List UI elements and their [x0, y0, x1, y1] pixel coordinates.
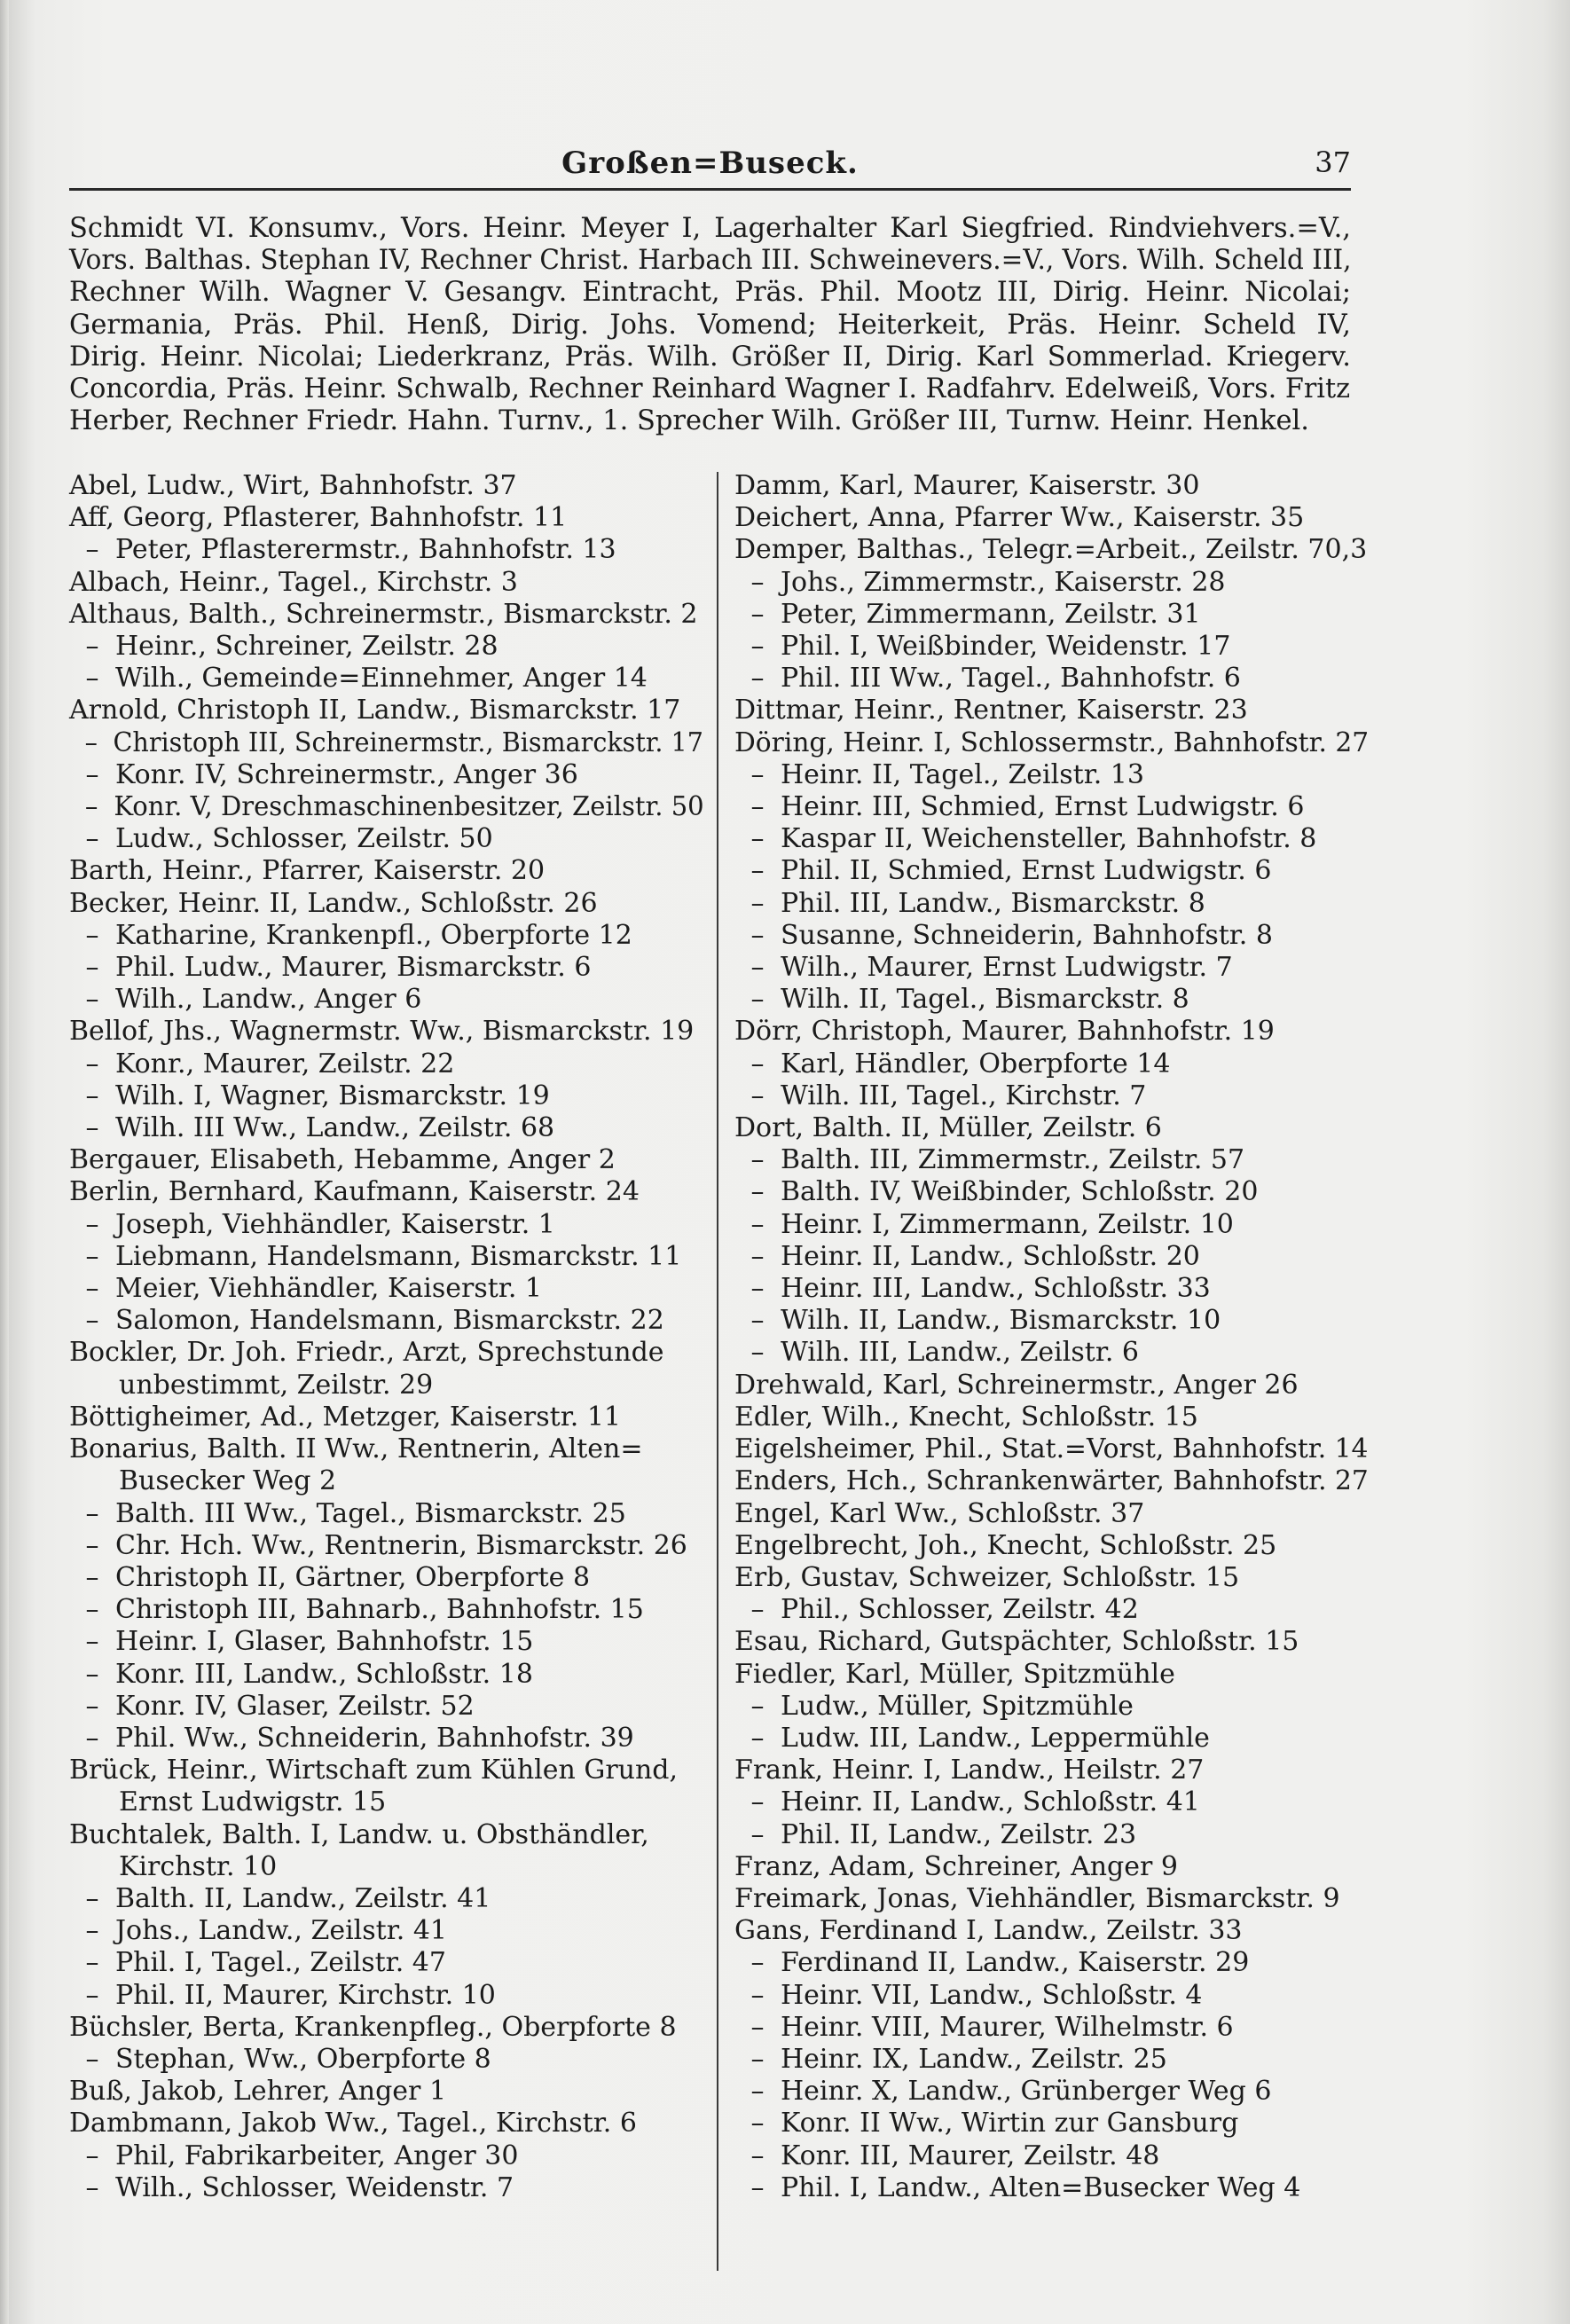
directory-sub-entry	[734, 1273, 1369, 1305]
directory-entry: Gans, Ferdinand I, Landw., Zeilstr. 33	[734, 1915, 1243, 1947]
directory-sub-entry	[734, 2172, 1369, 2204]
ditto-dash: –	[750, 598, 765, 630]
ditto-dash: –	[85, 984, 99, 1016]
ditto-dash: –	[85, 1626, 99, 1658]
directory-sub-entry	[69, 1048, 703, 1080]
ditto-dash: –	[750, 1594, 765, 1626]
directory-sub-entry	[734, 1819, 1369, 1851]
ditto-dash: –	[85, 1882, 99, 1914]
ditto-dash: –	[750, 1690, 765, 1722]
directory-entry: Becker, Heinr. II, Landw., Schloßstr. 26	[69, 887, 598, 919]
directory-entry: Buchtalek, Balth. I, Landw. u. Obsthändler,	[69, 1818, 649, 1850]
directory-entry: Edler, Wilh., Knecht, Schloßstr. 15	[734, 1401, 1198, 1433]
ditto-dash: –	[750, 1080, 765, 1111]
ditto-dash: –	[750, 2139, 765, 2171]
directory-entry: Franz, Adam, Schreiner, Anger 9	[734, 1850, 1178, 1882]
directory-entry-continuation: Busecker Weg 2	[119, 1465, 337, 1497]
entry-text: Phil. I, Tagel., Zeilstr. 47	[115, 1947, 446, 1979]
entry-text: Heinr. III, Schmied, Ernst Ludwigstr. 6	[781, 791, 1305, 823]
ditto-dash: –	[750, 887, 765, 919]
entry-text: Phil. II, Schmied, Ernst Ludwigstr. 6	[781, 855, 1272, 887]
entry-text: Heinr. I, Glaser, Bahnhofstr. 15	[115, 1626, 534, 1658]
entry-text: Wilh. III, Tagel., Kirchstr. 7	[781, 1080, 1147, 1111]
intro-line: Herber, Rechner Friedr. Hahn. Turnv., 1. Sprecher Wilh. Größer III, Turnw. Heinr. Henkel.	[69, 405, 1309, 437]
entry-text: Chr. Hch. Ww., Rentnerin, Bismarckstr. 26	[115, 1529, 687, 1561]
ditto-dash: –	[85, 1915, 99, 1947]
entry-text: Johs., Landw., Zeilstr. 41	[115, 1915, 448, 1947]
directory-sub-entry	[69, 1883, 703, 1915]
ditto-dash: –	[85, 631, 99, 663]
directory-sub-entry	[734, 823, 1369, 855]
entry-text: Christoph II, Gärtner, Oberpforte 8	[115, 1561, 591, 1593]
entry-text: Balth. III Ww., Tagel., Bismarckstr. 25	[115, 1497, 626, 1529]
ditto-dash: –	[84, 791, 98, 823]
directory-sub-entry	[734, 1241, 1369, 1273]
page-number: 37	[1315, 145, 1351, 179]
entry-text: Joseph, Viehhändler, Kaiserstr. 1	[115, 1208, 555, 1240]
entry-text: Phil. Ludw., Maurer, Bismarckstr. 6	[115, 952, 592, 984]
ditto-dash: –	[750, 919, 765, 951]
directory-sub-entry	[69, 2172, 703, 2204]
entry-text: Heinr. III, Landw., Schloßstr. 33	[781, 1273, 1211, 1305]
page-title: Großen=Buseck.	[561, 145, 859, 181]
ditto-dash: –	[750, 1048, 765, 1080]
directory-sub-entry	[734, 1209, 1369, 1241]
directory-sub-entry	[734, 1723, 1369, 1755]
directory-sub-entry	[69, 1209, 703, 1241]
directory-sub-entry	[69, 2044, 703, 2076]
directory-sub-entry	[69, 534, 703, 566]
directory-entry: Barth, Heinr., Pfarrer, Kaiserstr. 20	[69, 855, 546, 887]
entry-text: Ludw., Müller, Spitzmühle	[781, 1690, 1134, 1722]
directory-entry: Bergauer, Elisabeth, Hebamme, Anger 2	[69, 1144, 616, 1176]
directory-sub-entry	[734, 1594, 1369, 1626]
entry-text: Wilh., Gemeinde=Einnehmer, Anger 14	[115, 663, 648, 695]
directory-sub-entry	[69, 726, 703, 759]
directory-sub-entry	[69, 1305, 703, 1337]
ditto-dash: –	[750, 1176, 765, 1208]
entry-text: Phil. II, Maurer, Kirchstr. 10	[115, 1979, 496, 2011]
ditto-dash: –	[85, 2139, 99, 2171]
directory-entry: Dittmar, Heinr., Rentner, Kaiserstr. 23	[734, 695, 1248, 726]
entry-text: Konr. III, Maurer, Zeilstr. 48	[781, 2139, 1160, 2171]
ditto-dash: –	[85, 758, 99, 790]
ditto-dash: –	[84, 726, 98, 758]
entry-text: Konr. III, Landw., Schloßstr. 18	[115, 1658, 533, 1690]
ditto-dash: –	[750, 631, 765, 663]
entry-text: Heinr. II, Landw., Schloßstr. 41	[781, 1786, 1200, 1818]
directory-sub-entry	[69, 1241, 703, 1273]
ditto-dash: –	[85, 1658, 99, 1690]
ditto-dash: –	[85, 1497, 99, 1529]
ditto-dash: –	[85, 823, 99, 855]
entry-text: Phil. Ww., Schneiderin, Bahnhofstr. 39	[115, 1722, 634, 1754]
entry-text: Ferdinand II, Landw., Kaiserstr. 29	[781, 1947, 1250, 1979]
directory-sub-entry	[734, 1786, 1369, 1818]
ditto-dash: –	[85, 1529, 99, 1561]
entry-text: Konr. V, Dreschmaschinenbesitzer, Zeilstr. 50	[114, 791, 704, 823]
directory-entry: Berlin, Bernhard, Kaufmann, Kaiserstr. 24	[69, 1176, 640, 1208]
entry-text: Wilh., Schlosser, Weidenstr. 7	[115, 2171, 514, 2203]
ditto-dash: –	[85, 1273, 99, 1305]
directory-entry-continuation: Kirchstr. 10	[119, 1850, 278, 1882]
directory-sub-entry	[734, 663, 1369, 695]
directory-entry: Engelbrecht, Joh., Knecht, Schloßstr. 25	[734, 1529, 1277, 1561]
directory-sub-entry	[734, 567, 1369, 599]
directory-sub-entry	[69, 1562, 703, 1594]
ditto-dash: –	[750, 1786, 765, 1818]
directory-column-right	[734, 470, 1369, 2204]
directory-entry: Dörr, Christoph, Maurer, Bahnhofstr. 19	[734, 1016, 1275, 1048]
ditto-dash: –	[750, 952, 765, 984]
ditto-dash: –	[750, 1722, 765, 1754]
entry-text: Karl, Händler, Oberpforte 14	[781, 1048, 1171, 1080]
directory-entry-continuation: Ernst Ludwigstr. 15	[119, 1786, 387, 1818]
directory-sub-entry	[69, 952, 703, 984]
entry-text: Christoph III, Bahnarb., Bahnhofstr. 15	[115, 1594, 644, 1626]
directory-sub-entry	[734, 1305, 1369, 1337]
entry-text: Heinr. X, Landw., Grünberger Weg 6	[781, 2076, 1272, 2108]
entry-text: Heinr. I, Zimmermann, Zeilstr. 10	[781, 1208, 1234, 1240]
ditto-dash: –	[750, 2011, 765, 2043]
directory-entry: Erb, Gustav, Schweizer, Schloßstr. 15	[734, 1561, 1240, 1593]
ditto-dash: –	[85, 1947, 99, 1979]
directory-sub-entry	[734, 791, 1369, 823]
entry-text: Balth. III, Zimmermstr., Zeilstr. 57	[781, 1144, 1245, 1176]
directory-entry: Althaus, Balth., Schreinermstr., Bismarckstr. 2	[69, 598, 698, 630]
directory-sub-entry	[734, 1176, 1369, 1208]
ditto-dash: –	[750, 663, 765, 695]
entry-text: Balth. II, Landw., Zeilstr. 41	[115, 1882, 491, 1914]
entry-text: Wilh. III Ww., Landw., Zeilstr. 68	[115, 1112, 555, 1144]
directory-entry: Arnold, Christoph II, Landw., Bismarckstr. 17	[69, 695, 681, 726]
entry-text: Christoph III, Schreinermstr., Bismarckstr. 17	[113, 726, 703, 758]
intro-line: Vors. Balthas. Stephan IV, Rechner Christ. Harbach III. Schweinevers.=V., Vors. Wilh. Scheld III,	[69, 245, 1352, 277]
entry-text: Phil. I, Weißbinder, Weidenstr. 17	[781, 631, 1231, 663]
directory-sub-entry	[734, 1337, 1369, 1369]
directory-entry: Abel, Ludw., Wirt, Bahnhofstr. 37	[69, 470, 517, 501]
entry-text: Wilh., Maurer, Ernst Ludwigstr. 7	[781, 952, 1233, 984]
ditto-dash: –	[750, 1337, 765, 1369]
ditto-dash: –	[750, 2076, 765, 2108]
ditto-dash: –	[750, 1273, 765, 1305]
ditto-dash: –	[750, 1144, 765, 1176]
entry-text: Phil. III Ww., Tagel., Bahnhofstr. 6	[781, 663, 1241, 695]
directory-sub-entry	[69, 1273, 703, 1305]
directory-sub-entry	[69, 1626, 703, 1658]
directory-sub-entry	[734, 984, 1369, 1016]
entry-text: Stephan, Ww., Oberpforte 8	[115, 2043, 491, 2075]
directory-sub-entry	[734, 855, 1369, 887]
directory-entry: Bockler, Dr. Joh. Friedr., Arzt, Sprechstunde	[69, 1337, 664, 1369]
directory-sub-entry	[734, 2012, 1369, 2044]
directory-sub-entry	[69, 1980, 703, 2012]
intro-line: Rechner Wilh. Wagner V. Gesangv. Eintracht, Präs. Phil. Mootz III, Dirig. Heinr. Nicolai;	[69, 277, 1351, 309]
directory-sub-entry	[69, 1691, 703, 1723]
directory-sub-entry	[734, 920, 1369, 952]
running-head	[69, 142, 1351, 191]
ditto-dash: –	[750, 1979, 765, 2011]
entry-text: Konr. II Ww., Wirtin zur Gansburg	[781, 2108, 1239, 2139]
directory-sub-entry	[69, 1659, 703, 1691]
directory-sub-entry	[69, 1498, 703, 1530]
entry-text: Wilh. III, Landw., Zeilstr. 6	[781, 1337, 1140, 1369]
directory-entry: Engel, Karl Ww., Schloßstr. 37	[734, 1497, 1145, 1529]
entry-text: Phil, Fabrikarbeiter, Anger 30	[115, 2139, 519, 2171]
directory-sub-entry	[734, 2108, 1369, 2139]
directory-entry: Frank, Heinr. I, Landw., Heilstr. 27	[734, 1755, 1205, 1786]
directory-entry: Drehwald, Karl, Schreinermstr., Anger 26	[734, 1369, 1299, 1401]
directory-column-left	[69, 470, 703, 2204]
ditto-dash: –	[750, 566, 765, 598]
ditto-dash: –	[85, 952, 99, 984]
directory-sub-entry	[69, 1723, 703, 1755]
directory-sub-entry	[69, 1112, 703, 1144]
ditto-dash: –	[85, 1080, 99, 1111]
entry-text: Heinr., Schreiner, Zeilstr. 28	[115, 631, 498, 663]
intro-line: Schmidt VI. Konsumv., Vors. Heinr. Meyer I, Lagerhalter Karl Siegfried. Rindviehvers.=V.,	[69, 213, 1351, 244]
ditto-dash: –	[85, 919, 99, 951]
ditto-dash: –	[85, 1594, 99, 1626]
directory-sub-entry	[734, 1691, 1369, 1723]
entry-text: Wilh., Landw., Anger 6	[115, 984, 422, 1016]
directory-sub-entry	[69, 984, 703, 1016]
ditto-dash: –	[750, 855, 765, 887]
directory-entry: Büchsler, Berta, Krankenpfleg., Oberpforte 8	[69, 2011, 677, 2043]
ditto-dash: –	[85, 2043, 99, 2075]
entry-text: Konr. IV, Glaser, Zeilstr. 52	[115, 1690, 475, 1722]
ditto-dash: –	[85, 2171, 99, 2203]
ditto-dash: –	[85, 1305, 99, 1337]
directory-sub-entry	[69, 1594, 703, 1626]
directory-entry: Demper, Balthas., Telegr.=Arbeit., Zeilstr. 70,3	[734, 534, 1368, 566]
directory-sub-entry	[69, 759, 703, 791]
intro-line: Dirig. Heinr. Nicolai; Liederkranz, Präs. Wilh. Größer II, Dirig. Karl Sommerlad. Kriegerv.	[69, 341, 1351, 373]
entry-text: Phil. I, Landw., Alten=Busecker Weg 4	[781, 2171, 1301, 2203]
entry-text: Phil., Schlosser, Zeilstr. 42	[781, 1594, 1139, 1626]
entry-text: Balth. IV, Weißbinder, Schloßstr. 20	[781, 1176, 1259, 1208]
entry-text: Katharine, Krankenpfl., Oberpforte 12	[115, 919, 632, 951]
entry-text: Johs., Zimmermstr., Kaiserstr. 28	[781, 566, 1226, 598]
ditto-dash: –	[750, 823, 765, 855]
ditto-dash: –	[750, 758, 765, 790]
ditto-dash: –	[85, 534, 99, 566]
ditto-dash: –	[85, 1208, 99, 1240]
directory-entry: Dambmann, Jakob Ww., Tagel., Kirchstr. 6	[69, 2108, 637, 2139]
entry-text: Heinr. II, Tagel., Zeilstr. 13	[781, 758, 1144, 790]
intro-paragraph	[69, 213, 1351, 437]
directory-entry: Bellof, Jhs., Wagnermstr. Ww., Bismarckstr. 19	[69, 1016, 695, 1048]
entry-text: Phil. II, Landw., Zeilstr. 23	[781, 1818, 1137, 1850]
directory-entry: Dort, Balth. II, Müller, Zeilstr. 6	[734, 1112, 1162, 1144]
directory-sub-entry	[69, 1530, 703, 1562]
intro-line: Germania, Präs. Phil. Henß, Dirig. Johs. Vomend; Heiterkeit, Präs. Heinr. Scheld IV,	[69, 309, 1351, 341]
entry-text: Heinr. VIII, Maurer, Wilhelmstr. 6	[781, 2011, 1234, 2043]
ditto-dash: –	[85, 1561, 99, 1593]
ditto-dash: –	[85, 1979, 99, 2011]
directory-entry: Buß, Jakob, Lehrer, Anger 1	[69, 2076, 447, 2108]
entry-text: Wilh. II, Tagel., Bismarckstr. 8	[781, 984, 1189, 1016]
entry-text: Meier, Viehhändler, Kaiserstr. 1	[115, 1273, 542, 1305]
ditto-dash: –	[85, 1048, 99, 1080]
ditto-dash: –	[750, 2171, 765, 2203]
directory-sub-entry	[69, 1947, 703, 1979]
entry-text: Peter, Pflasterermstr., Bahnhofstr. 13	[115, 534, 616, 566]
directory-sub-entry	[734, 2140, 1369, 2172]
directory-sub-entry	[734, 1144, 1369, 1176]
entry-text: Phil. III, Landw., Bismarckstr. 8	[781, 887, 1205, 919]
directory-sub-entry	[734, 1080, 1369, 1112]
entry-text: Wilh. II, Landw., Bismarckstr. 10	[781, 1305, 1221, 1337]
intro-line: Concordia, Präs. Heinr. Schwalb, Rechner Reinhard Wagner I. Radfahrv. Edelweiß, Vors. Fritz	[69, 373, 1351, 405]
directory-sub-entry	[734, 952, 1369, 984]
entry-text: Konr., Maurer, Zeilstr. 22	[115, 1048, 455, 1080]
ditto-dash: –	[750, 984, 765, 1016]
directory-sub-entry	[69, 791, 704, 823]
column-divider	[717, 472, 718, 2271]
ditto-dash: –	[85, 1240, 99, 1272]
ditto-dash: –	[750, 1947, 765, 1979]
directory-sub-entry	[69, 1080, 703, 1112]
directory-sub-entry	[69, 631, 703, 663]
directory-sub-entry	[69, 1915, 703, 1947]
entry-text: Heinr. VII, Landw., Schloßstr. 4	[781, 1979, 1203, 2011]
directory-entry: Albach, Heinr., Tagel., Kirchstr. 3	[69, 566, 518, 598]
ditto-dash: –	[750, 2043, 765, 2075]
directory-sub-entry	[69, 2140, 703, 2172]
directory-entry: Aff, Georg, Pflasterer, Bahnhofstr. 11	[69, 502, 568, 534]
ditto-dash: –	[85, 1112, 99, 1144]
directory-sub-entry	[734, 2076, 1369, 2108]
directory-sub-entry	[734, 1048, 1369, 1080]
entry-text: Wilh. I, Wagner, Bismarckstr. 19	[115, 1080, 550, 1111]
entry-text: Salomon, Handelsmann, Bismarckstr. 22	[115, 1305, 664, 1337]
entry-text: Ludw. III, Landw., Leppermühle	[781, 1722, 1210, 1754]
directory-entry: Döring, Heinr. I, Schlossermstr., Bahnhofstr. 27	[734, 726, 1370, 758]
ditto-dash: –	[85, 1722, 99, 1754]
ditto-dash: –	[85, 663, 99, 695]
entry-text: Peter, Zimmermann, Zeilstr. 31	[781, 598, 1201, 630]
directory-entry: Eigelsheimer, Phil., Stat.=Vorst, Bahnhofstr. 14	[734, 1433, 1369, 1465]
ditto-dash: –	[750, 1240, 765, 1272]
ditto-dash: –	[750, 2108, 765, 2139]
directory-sub-entry	[69, 920, 703, 952]
directory-sub-entry	[734, 631, 1369, 663]
directory-sub-entry	[734, 599, 1369, 631]
directory-entry: Fiedler, Karl, Müller, Spitzmühle	[734, 1658, 1175, 1690]
directory-sub-entry	[69, 823, 703, 855]
ditto-dash: –	[750, 1208, 765, 1240]
directory-sub-entry	[734, 1980, 1369, 2012]
directory-entry: Brück, Heinr., Wirtschaft zum Kühlen Grund,	[69, 1755, 679, 1786]
entry-text: Liebmann, Handelsmann, Bismarckstr. 11	[115, 1240, 682, 1272]
ditto-dash: –	[85, 1690, 99, 1722]
ditto-dash: –	[750, 791, 765, 823]
directory-sub-entry	[69, 663, 703, 695]
directory-entry: Bonarius, Balth. II Ww., Rentnerin, Alten=	[69, 1433, 643, 1465]
directory-entry: Enders, Hch., Schrankenwärter, Bahnhofstr. 27	[734, 1465, 1369, 1497]
directory-entry: Freimark, Jonas, Viehhändler, Bismarckstr. 9	[734, 1882, 1340, 1914]
directory-entry: Esau, Richard, Gutspächter, Schloßstr. 15	[734, 1626, 1299, 1658]
ditto-dash: –	[750, 1818, 765, 1850]
entry-text: Konr. IV, Schreinermstr., Anger 36	[115, 758, 578, 790]
directory-sub-entry	[734, 2044, 1369, 2076]
directory-sub-entry	[734, 888, 1369, 920]
ditto-dash: –	[750, 1305, 765, 1337]
entry-text: Susanne, Schneiderin, Bahnhofstr. 8	[781, 919, 1273, 951]
directory-sub-entry	[734, 1947, 1369, 1979]
directory-entry: Damm, Karl, Maurer, Kaiserstr. 30	[734, 470, 1200, 501]
entry-text: Heinr. II, Landw., Schloßstr. 20	[781, 1240, 1200, 1272]
entry-text: Kaspar II, Weichensteller, Bahnhofstr. 8	[781, 823, 1317, 855]
directory-entry: Deichert, Anna, Pfarrer Ww., Kaiserstr. 35	[734, 502, 1305, 534]
directory-entry-continuation: unbestimmt, Zeilstr. 29	[119, 1369, 434, 1401]
directory-sub-entry	[734, 759, 1369, 791]
page-gutter-shadow	[0, 0, 9, 2324]
directory-entry: Böttigheimer, Ad., Metzger, Kaiserstr. 11	[69, 1401, 622, 1433]
entry-text: Heinr. IX, Landw., Zeilstr. 25	[781, 2043, 1167, 2075]
entry-text: Ludw., Schlosser, Zeilstr. 50	[115, 823, 493, 855]
